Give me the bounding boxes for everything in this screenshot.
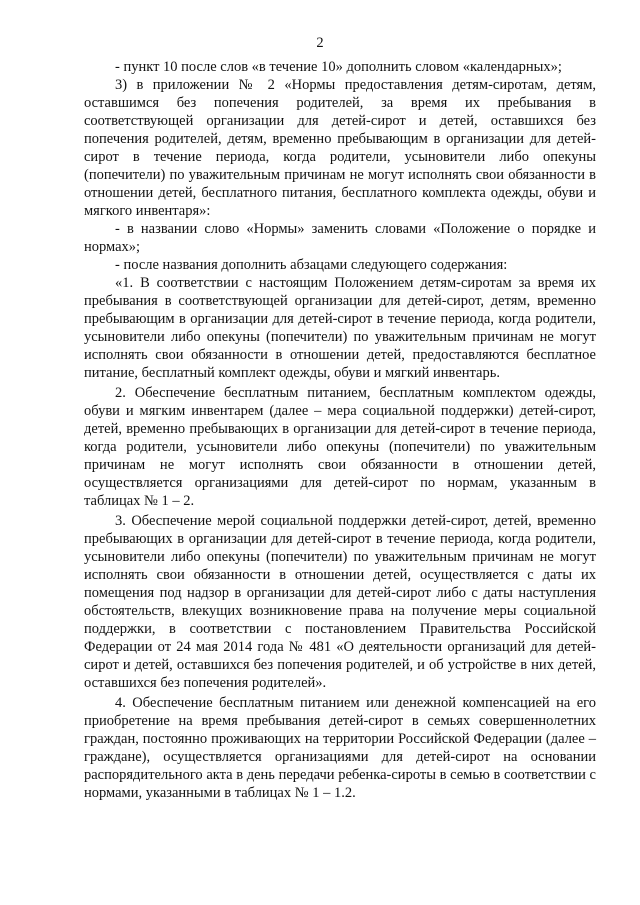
paragraph-item-1: «1. В соответствии с настоящим Положением детям-сиротам за время их пребывания в соответствующей организации для детей-сирот, детям, временно пребывающим в организации для детей-сирот в течение периода, когда родители, усыновители либо опекуны (попечители) по уважительным причинам не могут исполнять свои обязанности в отношении детей, предоставляются бесплатное питание, бесплатный комплект одежды, обуви и мягкий инвентарь. xyxy=(84,275,596,381)
paragraph-title-replace: - в названии слово «Нормы» заменить словами «Положение о порядке и нормах»; xyxy=(84,221,596,255)
paragraph-item-3: 3. Обеспечение мерой социальной поддержки детей-сирот, детей, временно пребывающих в организации для детей-сирот в течение периода, когда родители, усыновители либо опекуны (попечители) по уважительным причинам не могут исполнять свои обязанности в отношении детей, осуществляется с даты их помещения под надзор в организации для детей-сирот либо с даты наступления обстоятельств, влекущих возникновение права на получение меры социальной поддержки, в соответствии с постановлением Правительства Российской Федерации от 24 мая 2014 года № 481 «О деятельности организаций для детей-сирот и детей, оставшихся без попечения родителей, и об устройстве в них детей, оставшихся без попечения родителей». xyxy=(84,513,596,691)
paragraph-add-after-title: - после названия дополнить абзацами следующего содержания: xyxy=(115,257,508,273)
paragraph-item-2: 2. Обеспечение бесплатным питанием, бесплатным комплектом одежды, обуви и мягким инвентарем (далее – мера социальной поддержки) детей-сирот, детей, временно пребывающих в организации для детей-сирот в течение периода, когда родители, усыновители либо опекуны (попечители) по уважительным причинам не могут исполнять свои обязанности в отношении детей, осуществляется организациями для детей-сирот по нормам, указанным в таблицах № 1 – 2. xyxy=(84,385,596,509)
paragraph-item-4: 4. Обеспечение бесплатным питанием или денежной компенсацией на его приобретение на время пребывания детей-сирот в семьях совершеннолетних граждан, постоянно проживающих на территории Российской Федерации (далее – граждане), осуществляется организациями для детей-сирот на основании распорядительного акта в день передачи ребенка-сироты в семью в соответствии с нормами, указанными в таблицах № 1 – 1.2. xyxy=(84,695,596,801)
document-body xyxy=(84,58,596,802)
paragraph-punkt-10: - пункт 10 после слов «в течение 10» дополнить словом «календарных»; xyxy=(115,59,562,75)
paragraph-appendix-2: 3) в приложении № 2 «Нормы предоставления детям-сиротам, детям, оставшимся без попечения родителей, за время их пребывания в соответствующей организации для детей-сирот и детей, оставшихся без попечения родителей, детям, временно пребывающим в организации для детей-сирот в течение периода, когда родители, усыновители либо опекуны (попечители) по уважительным причинам не могут исполнять свои обязанности в отношении детей, бесплатного питания, бесплатного комплекта одежды, обуви и мягкого инвентаря»: xyxy=(84,77,596,219)
page-number: 2 xyxy=(316,35,324,51)
